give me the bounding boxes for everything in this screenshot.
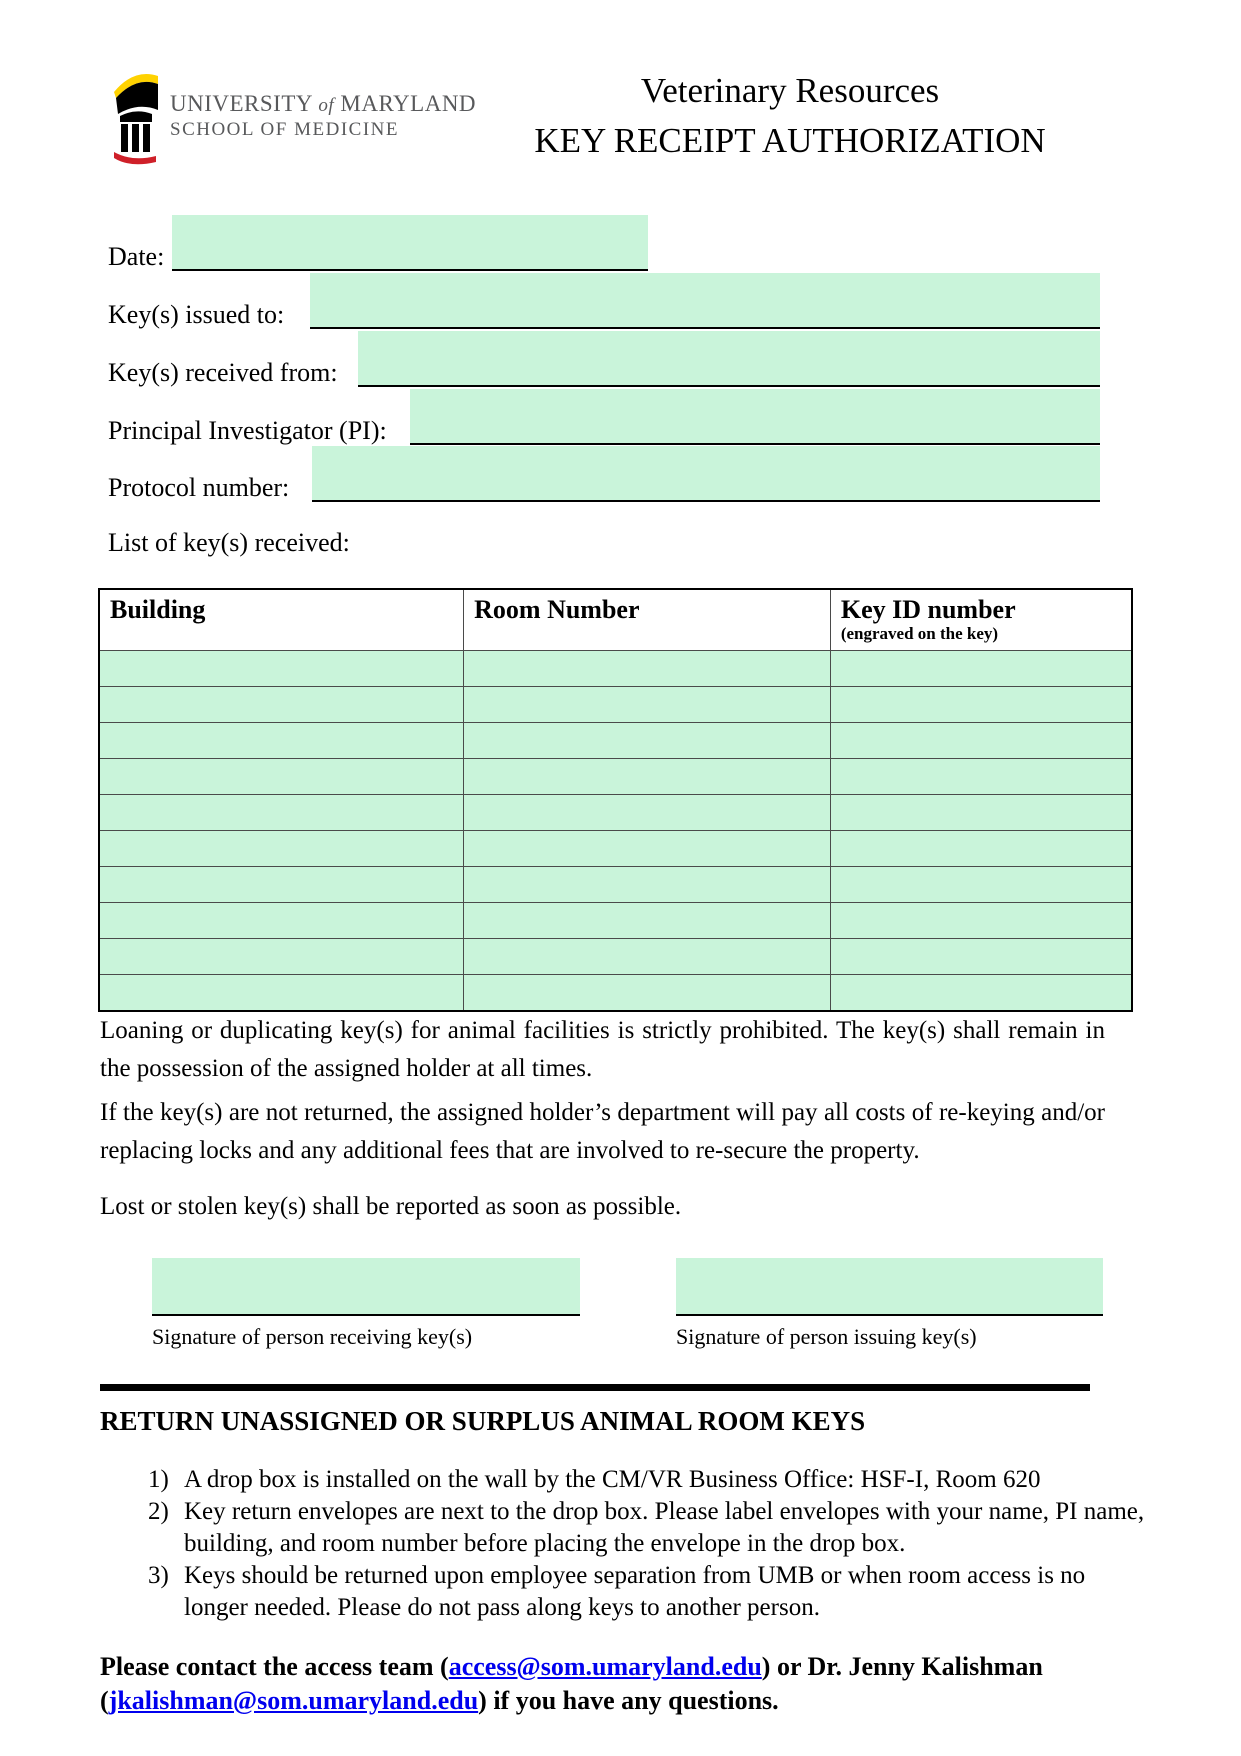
issuing-signature-label: Signature of person issuing key(s) <box>676 1324 977 1349</box>
key-table-cell[interactable] <box>99 867 464 903</box>
list-item-number: 1) <box>148 1466 169 1493</box>
unreturned-keys-paragraph: If the key(s) are not returned, the assigned holder’s department will pay all costs of re-keying and/or replacing locks and any additional fees that are involved to re-secure the property. <box>100 1099 1105 1164</box>
date-label: Date: <box>108 242 165 271</box>
key-table-cell[interactable] <box>830 687 1132 723</box>
receiving-signature-field[interactable] <box>152 1258 580 1316</box>
contact-middle: ) or Dr. Jenny Kalishman ( <box>100 1652 1043 1715</box>
keys-issued-to-field[interactable] <box>310 273 1100 329</box>
date-field[interactable] <box>172 215 648 271</box>
list-item-number: 2) <box>148 1498 169 1525</box>
key-table-cell[interactable] <box>830 759 1132 795</box>
access-team-email-link[interactable]: access@som.umaryland.edu <box>448 1652 762 1681</box>
key-table-cell[interactable] <box>830 939 1132 975</box>
key-table-cell[interactable] <box>99 687 464 723</box>
key-table-cell[interactable] <box>99 975 464 1012</box>
principal-investigator-label: Principal Investigator (PI): <box>108 416 387 445</box>
table-row <box>99 867 1132 903</box>
title-line-2: KEY RECEIPT AUTHORIZATION <box>534 121 1046 160</box>
umsom-logo <box>112 66 476 166</box>
issuing-signature-field[interactable] <box>676 1258 1103 1316</box>
key-table-cell[interactable] <box>99 903 464 939</box>
table-row <box>99 687 1132 723</box>
key-table-cell[interactable] <box>830 975 1132 1012</box>
table-row <box>99 795 1132 831</box>
key-table-cell[interactable] <box>464 867 831 903</box>
list-of-keys-label: List of key(s) received: <box>108 528 350 557</box>
key-table-cell[interactable] <box>464 903 831 939</box>
list-item-number: 3) <box>148 1562 169 1589</box>
receiving-signature-label: Signature of person receiving key(s) <box>152 1324 473 1349</box>
key-table-cell[interactable] <box>464 831 831 867</box>
key-table-cell[interactable] <box>99 651 464 687</box>
return-keys-heading: RETURN UNASSIGNED OR SURPLUS ANIMAL ROOM KEYS <box>100 1406 866 1436</box>
key-table-cell[interactable] <box>830 651 1132 687</box>
key-table-cell[interactable] <box>99 759 464 795</box>
key-table-cell[interactable] <box>464 759 831 795</box>
key-table-cell[interactable] <box>464 723 831 759</box>
key-table-cell[interactable] <box>464 975 831 1012</box>
key-table-cell[interactable] <box>830 867 1132 903</box>
umsom-logo-text <box>170 91 476 141</box>
list-item-text: A drop box is installed on the wall by the CM/VR Business Office: HSF-I, Room 620 <box>184 1466 1041 1493</box>
keys-received-from-label: Key(s) received from: <box>108 358 338 387</box>
umsom-logo-mark <box>112 66 160 166</box>
key-id-column-header: Key ID number (engraved on the key) <box>830 589 1132 651</box>
list-item <box>100 1464 1146 1496</box>
key-table-cell[interactable] <box>464 651 831 687</box>
contact-prefix: Please contact the access team ( <box>100 1652 449 1681</box>
table-row <box>99 651 1132 687</box>
table-row <box>99 975 1132 1012</box>
key-table-cell[interactable] <box>464 939 831 975</box>
protocol-number-label: Protocol number: <box>108 473 290 502</box>
lost-keys-paragraph: Lost or stolen key(s) shall be reported as soon as possible. <box>100 1193 682 1220</box>
room-number-column-header: Room Number <box>464 589 831 651</box>
key-table-cell[interactable] <box>830 903 1132 939</box>
logo-school-line: SCHOOL OF MEDICINE <box>170 119 399 140</box>
table-row <box>99 723 1132 759</box>
table-row <box>99 759 1132 795</box>
kalishman-email-link[interactable]: jkalishman@som.umaryland.edu <box>108 1686 479 1715</box>
table-row <box>99 939 1132 975</box>
key-table-cell[interactable] <box>464 795 831 831</box>
key-table-cell[interactable] <box>830 723 1132 759</box>
principal-investigator-field[interactable] <box>410 389 1100 445</box>
list-item <box>100 1496 1146 1560</box>
key-table-cell[interactable] <box>830 795 1132 831</box>
keys-table-body <box>99 651 1132 1012</box>
title-line-1: Veterinary Resources <box>640 71 940 110</box>
table-row <box>99 831 1132 867</box>
keys-received-from-field[interactable] <box>358 331 1100 387</box>
return-keys-list <box>100 1464 1146 1624</box>
key-table-cell[interactable] <box>99 795 464 831</box>
page-title <box>505 66 1075 166</box>
protocol-number-field[interactable] <box>312 446 1100 502</box>
keys-issued-to-label: Key(s) issued to: <box>108 300 285 329</box>
keys-table-header-row <box>99 589 1132 651</box>
section-divider-bar <box>100 1384 1090 1391</box>
keys-table <box>98 588 1133 1012</box>
key-table-cell[interactable] <box>99 723 464 759</box>
loaning-policy-paragraph: Loaning or duplicating key(s) for animal facilities is strictly prohibited. The key(s) shall remain in the possession of the assigned holder at all times. <box>100 1017 1105 1082</box>
list-item-text: Keys should be returned upon employee separation from UMB or when room access is no longer needed. Please do not pass along keys to another person. <box>184 1562 1086 1621</box>
list-item <box>100 1560 1146 1624</box>
list-item-text: Key return envelopes are next to the drop box. Please label envelopes with your name, PI name, building, and room number before placing the envelope in the drop box. <box>184 1498 1145 1557</box>
contact-suffix: ) if you have any questions. <box>478 1686 779 1715</box>
key-table-cell[interactable] <box>99 939 464 975</box>
table-row <box>99 903 1132 939</box>
contact-paragraph <box>100 1650 1105 1718</box>
key-table-cell[interactable] <box>99 831 464 867</box>
building-column-header: Building <box>99 589 464 651</box>
logo-university-line: UNIVERSITY of MARYLAND <box>170 91 477 116</box>
key-table-cell[interactable] <box>830 831 1132 867</box>
key-table-cell[interactable] <box>464 687 831 723</box>
